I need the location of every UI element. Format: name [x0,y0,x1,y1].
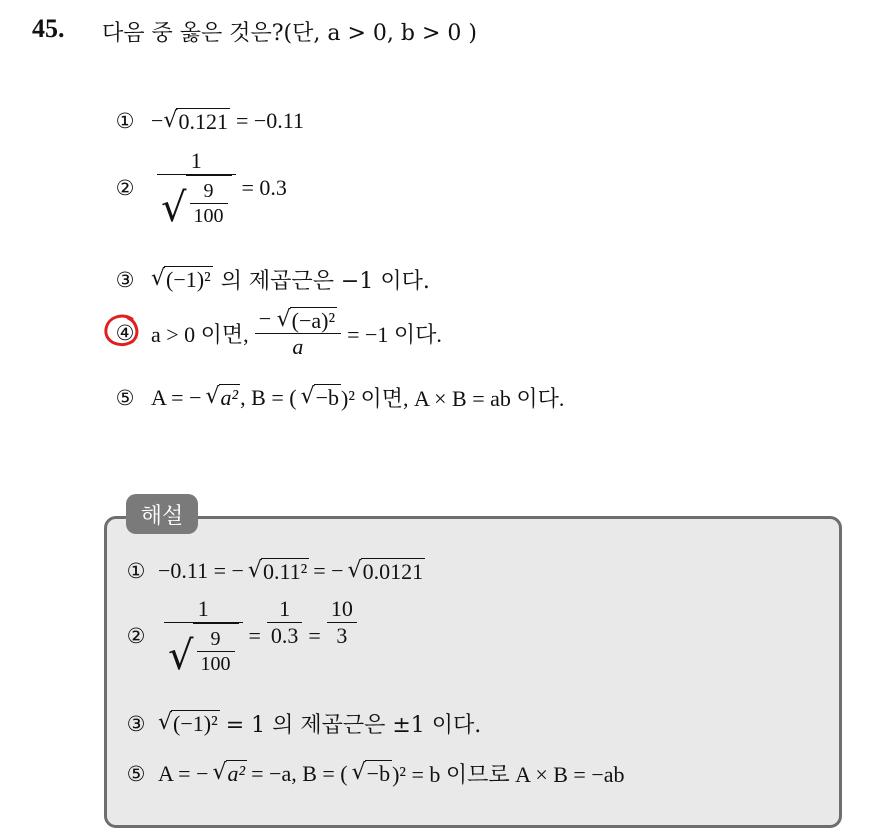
question-text: 다음 중 옳은 것은?(단, a > 0, b > 0 ) [102,21,477,46]
explanation-2-f2-den: 0.3 [270,623,299,649]
option-1-radicand: 0.121 [178,109,228,134]
explanation-2-inner-num: 9 [210,628,221,651]
explanation-1-radicand-2: 0.0121 [362,559,424,584]
option-2-inner-den: 100 [193,205,224,228]
explanation-line-3: ③ √ (−1)² = 1 의 제곱근은 ±1 이다. [122,708,481,739]
option-2-fraction: 1 √ $\frac{9}{100}$ [157,148,236,228]
explanation-4-conclusion: )² = b 이므로 A × B = −ab [392,762,625,787]
explanation-2-fraction-3 [327,596,357,650]
explanation-3-text: = 1 의 제곱근은 ±1 이다. [225,713,482,738]
option-3[interactable] [111,264,430,295]
option-5-b-radicand: −b [315,385,340,411]
explanation-4-b-radicand: −b [366,761,391,787]
explanation-line-4: ⑤ A = − √ a² = −a, B = ( √ −b )² = b 이므로 A × B = −ab [122,758,625,789]
option-5-mark: ⑤ [115,385,135,410]
option-2-result: = 0.3 [241,175,287,201]
option-1-mark: ① [115,109,135,134]
explanation-2-fraction-1: 1 √ $\frac{9}{100}$ [164,596,243,676]
explanation-line-1: ① −0.11 = − √ 0.11² = − √ 0.0121 [122,558,425,584]
option-4-fraction: − √ (−a)² a [255,306,341,361]
explanation-tag: 해설 [126,494,198,534]
explanation-2-f2-num: 1 [279,596,291,621]
explanation-2-inner-den: 100 [200,653,231,676]
option-4-result: = −1 이다. [347,321,442,347]
explanation-4-a-post: = −a, B = ( [251,760,348,786]
option-3-text: 의 제곱근은 −1 이다. [220,269,430,294]
option-3-radicand: (−1)² [166,267,211,293]
explanation-3-radicand: (−1)² [173,711,218,737]
option-2-mark: ② [115,176,135,201]
explanation-1-mid: = − [313,558,344,584]
option-2-inner-num: 9 [203,180,214,203]
explanation-2-mark: ② [126,624,146,649]
explanation-4-a-radicand: a² [227,761,246,787]
explanation-2-equals-2: = [308,623,321,649]
explanation-2-numerator: 1 [197,596,209,621]
option-1-result: = −0.11 [235,108,304,134]
explanation-line-2 [122,596,363,680]
explanation-3-mark: ③ [126,711,146,736]
option-4-radicand: (−a)² [291,308,336,333]
option-5-a: A = − [151,384,202,410]
option-4-mark: ④ [115,321,135,346]
question-number: 45. [32,14,65,43]
option-1-sign: − [151,108,164,134]
explanation-2-fraction-2 [267,596,303,650]
explanation-4-mark: ⑤ [126,761,146,786]
option-1[interactable] [111,108,304,134]
option-3-sqrt: √ (−1)² [151,266,211,293]
explanation-2-f3-den: 3 [336,623,348,649]
explanation-4-a: A = − [158,760,209,786]
option-5[interactable]: ⑤ A = − √ a² , B = ( √ −b )² 이면, A × B = ab 이다. [111,382,564,413]
explanation-1-radicand-1: 0.11² [262,559,308,584]
option-2[interactable] [111,148,287,232]
option-3-mark: ③ [115,267,135,292]
option-5-conclusion: )² 이면, A × B = ab 이다. [341,386,565,411]
option-4-condition: a > 0 이면, [151,321,249,347]
option-4-num-sign: − [258,306,272,331]
explanation-1-mark: ① [126,559,146,584]
option-4-denominator: a [292,334,304,360]
option-5-a-radicand: a² [220,385,239,411]
explanation-2-equals-1: = [248,623,261,649]
explanation-2-f3-num: 10 [330,596,353,621]
explanation-1-pre: −0.11 = − [158,558,244,584]
option-5-b: , B = ( [240,384,297,410]
option-2-numerator: 1 [190,148,202,173]
option-4[interactable] [111,306,442,361]
option-1-sqrt: √ 0.121 [163,108,228,134]
